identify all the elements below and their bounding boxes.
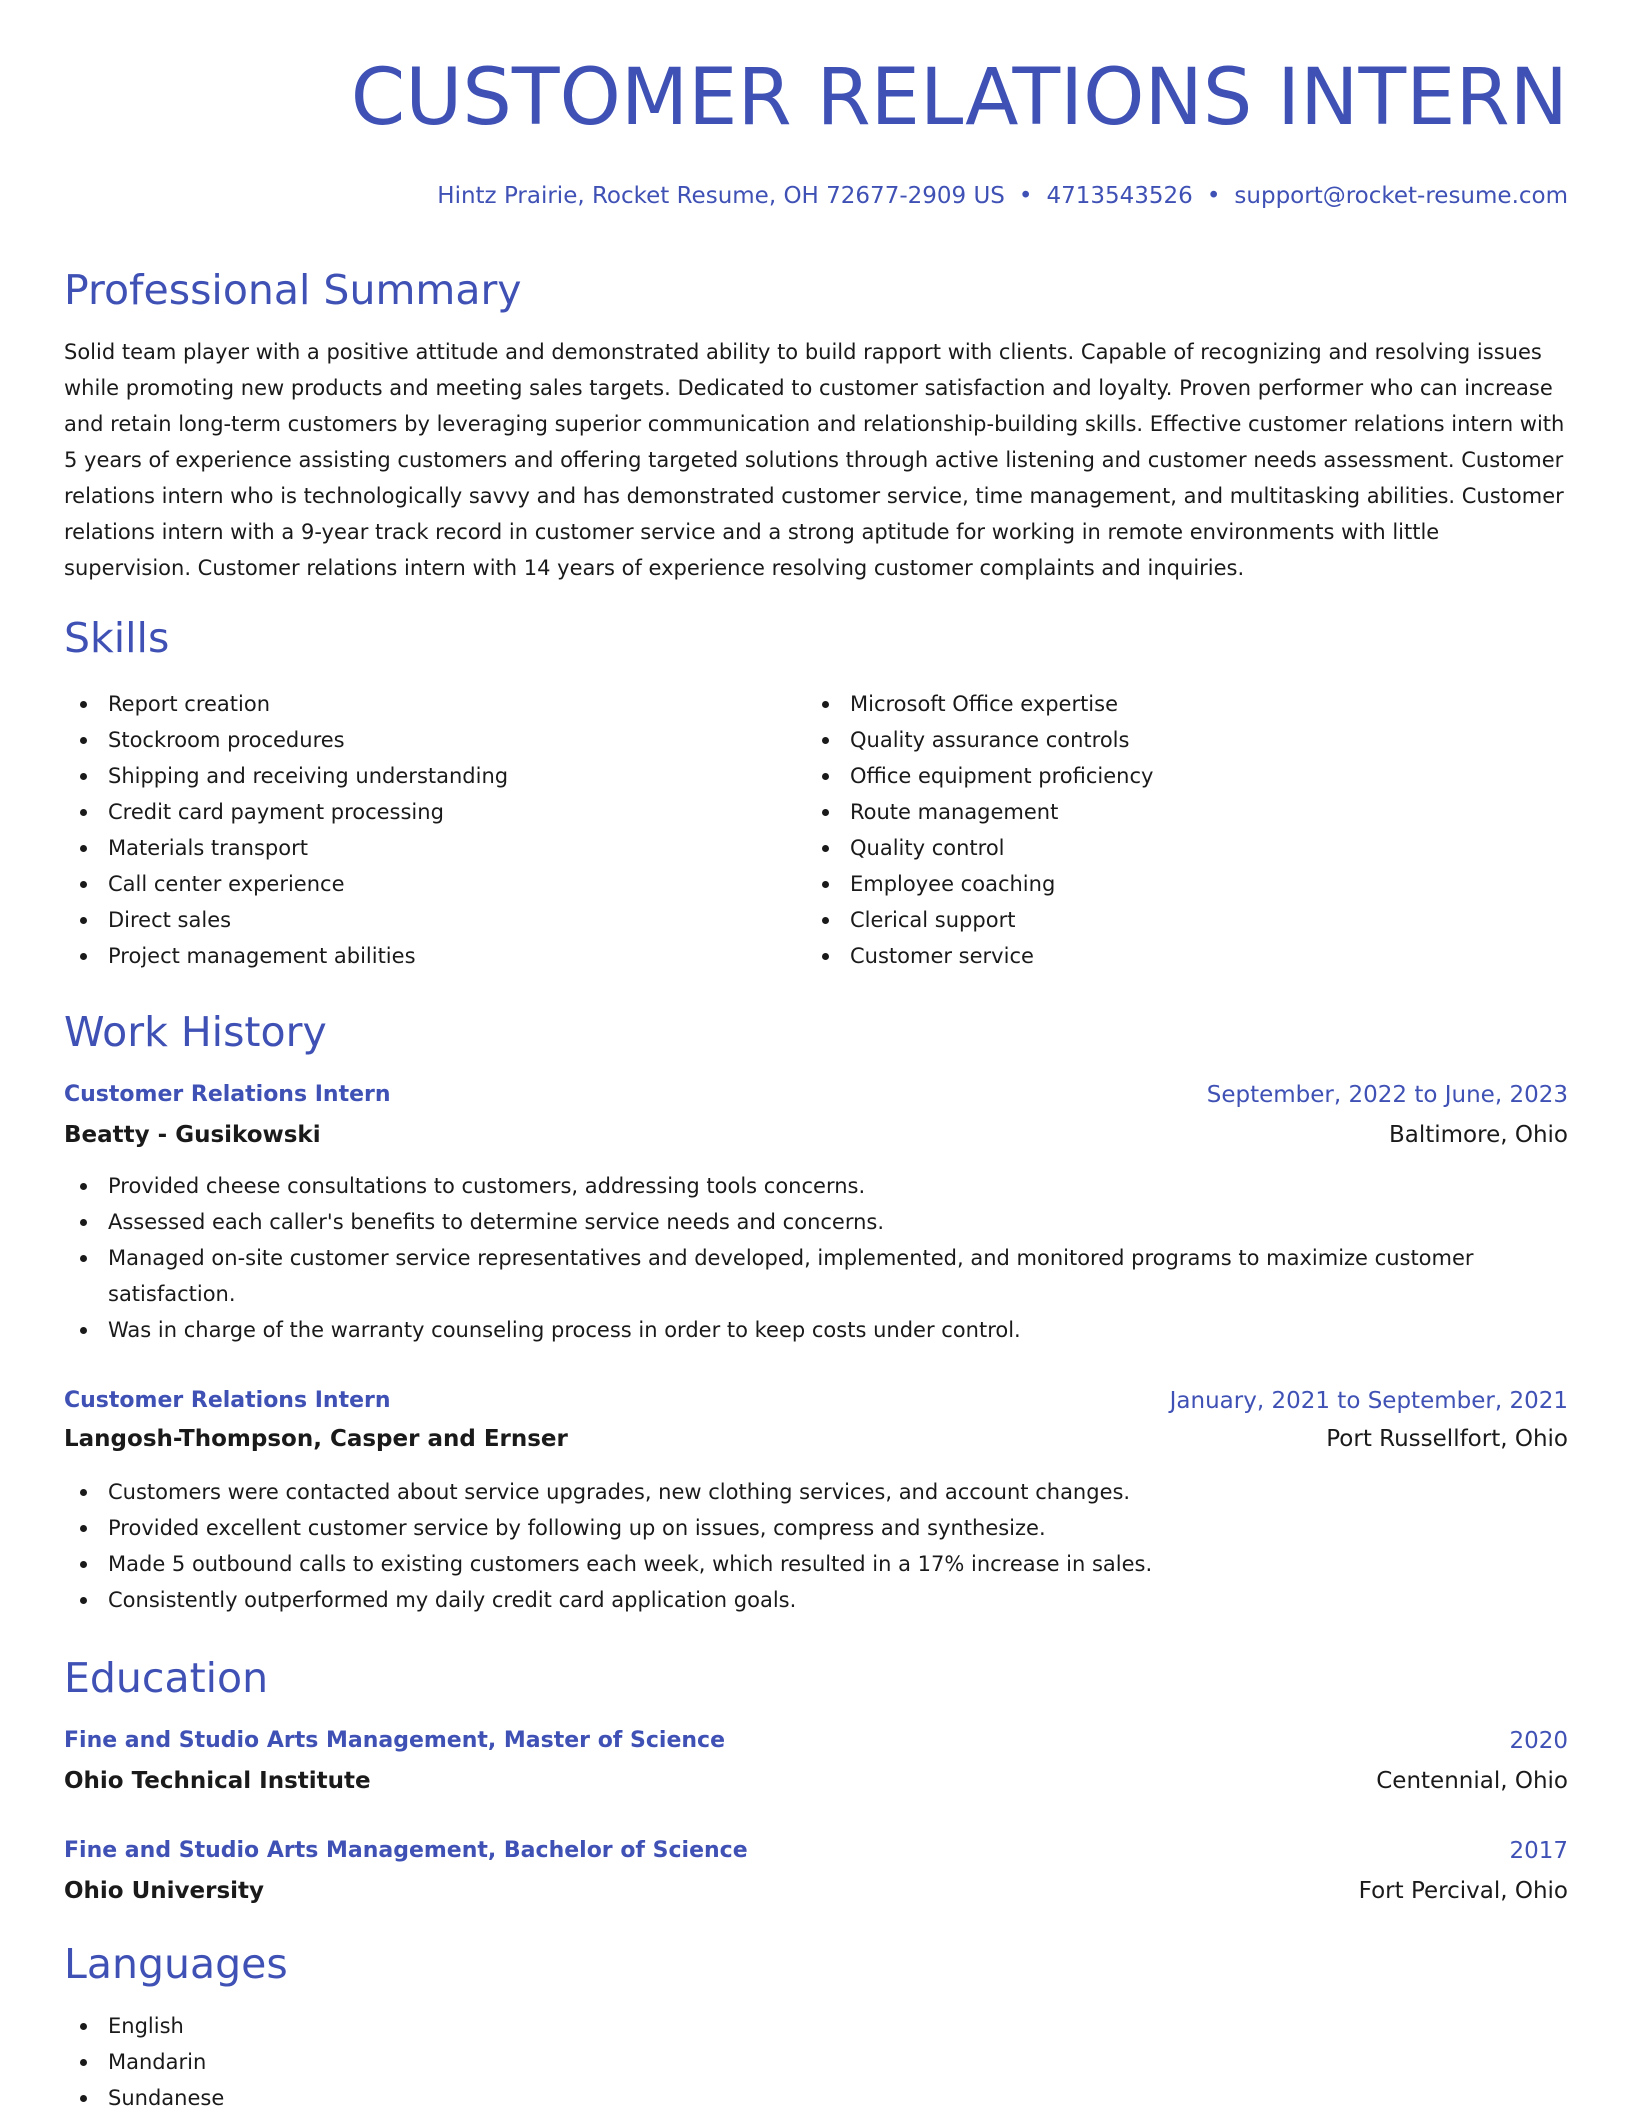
languages-heading: Languages — [64, 1940, 288, 1988]
job-bullet: Assessed each caller's benefits to determine service needs and concerns. — [64, 1204, 1528, 1240]
skill-item: Direct sales — [64, 902, 764, 938]
skill-item: Clerical support — [806, 902, 1506, 938]
skill-item: Customer service — [806, 938, 1506, 974]
summary-heading: Professional Summary — [64, 266, 522, 314]
language-item: Mandarin — [64, 2044, 1568, 2080]
job-bullet: Was in charge of the warranty counseling process in order to keep costs under control. — [64, 1312, 1528, 1348]
job-company: Langosh-Thompson, Casper and Ernser — [64, 1426, 568, 1452]
skill-item: Stockroom procedures — [64, 722, 764, 758]
summary-text: Solid team player with a positive attitude and demonstrated ability to build rapport with clients. Capable of recognizing and resolving issues while promoting new products and meeting sales targets. Dedicated to customer satisfaction and loyalty. Proven performer who can increase and retain long-term customers by leveraging superior communication and relationship-building skills. Effective customer relations intern with 5 years of experience assisting customers and offering targeted solutions through active listening and customer needs assessment. Customer relations intern who is technologically savvy and has demonstrated customer service, time management, and multitasking abilities. Customer relations intern with a 9-year track record in customer service and a strong aptitude for working in remote environments with little supervision. Customer relations intern with 14 years of experience resolving customer complaints and inquiries. — [64, 340, 1565, 580]
education-school: Ohio University — [64, 1878, 265, 1904]
skills-column-right — [806, 686, 1506, 974]
skill-item: Route management — [806, 794, 1506, 830]
skills-column-left — [64, 686, 764, 974]
education-year: 2020 — [1509, 1728, 1568, 1754]
job-dates: September, 2022 to June, 2023 — [1206, 1082, 1568, 1108]
contact-phone: 4713543526 — [1046, 183, 1193, 209]
education-location: Fort Percival, Ohio — [1358, 1878, 1568, 1904]
job-entry — [64, 1382, 1568, 1618]
education-location: Centennial, Ohio — [1376, 1768, 1568, 1794]
job-bullet: Provided excellent customer service by following up on issues, compress and synthesize. — [64, 1510, 1528, 1546]
education-degree: Fine and Studio Arts Management, Master of Science — [64, 1728, 726, 1753]
contact-separator: • — [1206, 183, 1221, 209]
job-title: Customer Relations Intern — [64, 1388, 391, 1413]
contact-line — [437, 178, 1568, 214]
skill-item: Microsoft Office expertise — [806, 686, 1506, 722]
contact-address: Hintz Prairie, Rocket Resume, OH 72677-2909 US — [437, 183, 1005, 209]
skill-item: Employee coaching — [806, 866, 1506, 902]
languages-list — [64, 2008, 1568, 2116]
education-heading: Education — [64, 1654, 269, 1702]
education-degree: Fine and Studio Arts Management, Bachelor of Science — [64, 1838, 748, 1863]
job-bullet: Consistently outperformed my daily credit card application goals. — [64, 1582, 1528, 1618]
education-school: Ohio Technical Institute — [64, 1768, 371, 1794]
contact-separator: • — [1018, 183, 1033, 209]
job-bullet: Made 5 outbound calls to existing customers each week, which resulted in a 17% increase in sales. — [64, 1546, 1528, 1582]
skill-item: Project management abilities — [64, 938, 764, 974]
job-bullet: Provided cheese consultations to customers, addressing tools concerns. — [64, 1168, 1528, 1204]
job-company: Beatty - Gusikowski — [64, 1122, 321, 1148]
job-title: Customer Relations Intern — [64, 1082, 391, 1107]
skill-item: Quality control — [806, 830, 1506, 866]
job-dates: January, 2021 to September, 2021 — [1169, 1388, 1568, 1414]
skill-item: Call center experience — [64, 866, 764, 902]
skill-item: Quality assurance controls — [806, 722, 1506, 758]
job-bullet: Managed on-site customer service representatives and developed, implemented, and monitored programs to maximize customer satisfaction. — [64, 1240, 1528, 1312]
skill-item: Materials transport — [64, 830, 764, 866]
language-item: English — [64, 2008, 1568, 2044]
skill-item: Credit card payment processing — [64, 794, 764, 830]
language-item: Sundanese — [64, 2080, 1568, 2116]
skill-item: Report creation — [64, 686, 764, 722]
contact-email[interactable]: support@rocket-resume.com — [1234, 183, 1568, 209]
job-entry — [64, 1076, 1568, 1348]
skills-heading: Skills — [64, 614, 170, 662]
skill-item: Shipping and receiving understanding — [64, 758, 764, 794]
resume-title: CUSTOMER RELATIONS INTERN — [350, 53, 1568, 143]
work-heading: Work History — [64, 1008, 327, 1056]
education-year: 2017 — [1509, 1838, 1568, 1864]
skill-item: Office equipment proficiency — [806, 758, 1506, 794]
job-location: Port Russellfort, Ohio — [1326, 1426, 1568, 1452]
education-entry — [64, 1832, 1568, 1910]
job-location: Baltimore, Ohio — [1388, 1122, 1568, 1148]
job-bullet: Customers were contacted about service upgrades, new clothing services, and account changes. — [64, 1474, 1528, 1510]
education-entry — [64, 1722, 1568, 1800]
